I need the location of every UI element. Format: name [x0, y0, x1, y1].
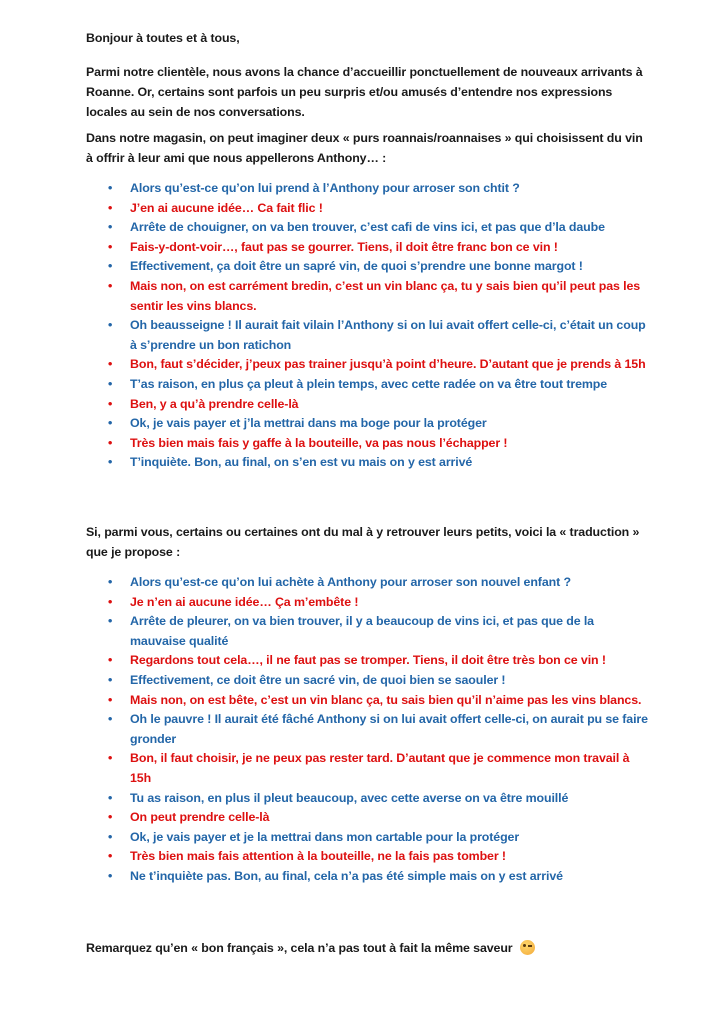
bullet-icon: •: [108, 594, 113, 609]
dialogue-translation-list: [86, 573, 650, 887]
bullet-icon: •: [108, 357, 113, 372]
dialogue-text: J’en ai aucune idée… Ca fait flic !: [130, 200, 323, 215]
dialogue-text: Ben, y a qu’à prendre celle-là: [130, 396, 299, 411]
dialogue-line: [86, 828, 650, 848]
dialogue-line: [86, 375, 650, 395]
dialogue-line: [86, 691, 650, 711]
dialogue-text: Mais non, on est bête, c’est un vin blanc ça, tu sais bien qu’il n’aime pas les vins blancs.: [130, 692, 642, 707]
dialogue-local-list: [86, 179, 650, 473]
bullet-icon: •: [108, 829, 113, 844]
transition-paragraph: Si, parmi vous, certains ou certaines ont du mal à y retrouver leurs petits, voici la « traduction » que je propose :: [86, 525, 640, 559]
dialogue-line: [86, 434, 650, 454]
bullet-icon: •: [108, 396, 113, 411]
dialogue-line: [86, 710, 650, 749]
dialogue-line: [86, 277, 650, 316]
dialogue-line: [86, 612, 650, 651]
bullet-icon: •: [108, 868, 113, 883]
dialogue-text: Effectivement, ce doit être un sacré vin, de quoi bien se saouler !: [130, 672, 506, 687]
dialogue-line: [86, 179, 650, 199]
dialogue-text: Arrête de chouigner, on va ben trouver, c’est cafi de vins ici, et pas que d’la daube: [130, 220, 605, 235]
bullet-icon: •: [108, 259, 113, 274]
closing-text: Remarquez qu’en « bon français », cela n’a pas tout à fait la même saveur: [86, 941, 513, 955]
bullet-icon: •: [108, 220, 113, 235]
dialogue-line: [86, 789, 650, 809]
bullet-icon: •: [108, 712, 113, 727]
dialogue-text: Fais-y-dont-voir…, faut pas se gourrer. Tiens, il doit être franc bon ce vin !: [130, 239, 558, 254]
bullet-icon: •: [108, 692, 113, 707]
dialogue-line: [86, 651, 650, 671]
dialogue-text: T’inquiète. Bon, au final, on s’en est vu mais on y est arrivé: [130, 455, 473, 470]
bullet-icon: •: [108, 239, 113, 254]
dialogue-text: Alors qu’est-ce qu’on lui prend à l’Anthony pour arroser son chtit ?: [130, 181, 520, 195]
dialogue-text: Bon, il faut choisir, je ne peux pas rester tard. D’autant que je commence mon travail à 15h: [130, 751, 630, 785]
bullet-icon: •: [108, 575, 113, 589]
dialogue-text: Arrête de pleurer, on va bien trouver, il y a beaucoup de vins ici, et pas que de la mauvaise qualité: [130, 614, 594, 648]
bullet-icon: •: [108, 849, 113, 864]
scenario-paragraph: Dans notre magasin, on peut imaginer deux « purs roannais/roannaises » qui choisissent du vin à offrir à leur ami que nous appellerons Anthony… :: [86, 131, 643, 165]
bullet-icon: •: [108, 751, 113, 766]
dialogue-line: [86, 847, 650, 867]
bullet-icon: •: [108, 376, 113, 391]
dialogue-text: Très bien mais fais attention à la bouteille, ne la fais pas tomber !: [130, 849, 506, 864]
dialogue-text: Alors qu’est-ce qu’on lui achète à Anthony pour arroser son nouvel enfant ?: [130, 575, 571, 589]
dialogue-text: Ne t’inquiète pas. Bon, au final, cela n’a pas été simple mais on y est arrivé: [130, 868, 563, 883]
dialogue-text: Oh beausseigne ! Il aurait fait vilain l’Anthony si on lui avait offert celle-ci, c’était un coup à s’prendre un bon ratichon: [130, 318, 646, 352]
dialogue-text: T’as raison, en plus ça pleut à plein temps, avec cette radée on va être tout trempe: [130, 376, 608, 391]
dialogue-text: Très bien mais fais y gaffe à la bouteille, va pas nous l’échapper !: [130, 435, 508, 450]
bullet-icon: •: [108, 790, 113, 805]
dialogue-line: [86, 316, 650, 355]
dialogue-line: [86, 453, 650, 473]
dialogue-text: Je n’en ai aucune idée… Ça m’embête !: [130, 594, 359, 609]
dialogue-text: On peut prendre celle-là: [130, 810, 270, 825]
dialogue-line: [86, 238, 650, 258]
winking-face-icon: [520, 940, 535, 955]
dialogue-line: [86, 671, 650, 691]
bullet-icon: •: [108, 318, 113, 333]
dialogue-text: Ok, je vais payer et j’la mettrai dans ma boge pour la protéger: [130, 416, 487, 431]
dialogue-text: Oh le pauvre ! Il aurait été fâché Anthony si on lui avait offert celle-ci, on aurait pu se faire gronder: [130, 712, 648, 746]
dialogue-text: Effectivement, ça doit être un sapré vin, de quoi s’prendre une bonne margot !: [130, 259, 583, 274]
dialogue-text: Bon, faut s’décider, j’peux pas trainer jusqu’à point d’heure. D’autant que je prends à 15h: [130, 357, 646, 372]
closing-paragraph: [86, 938, 646, 958]
intro-paragraph: Parmi notre clientèle, nous avons la chance d’accueillir ponctuellement de nouveaux arrivants à Roanne. Or, certains sont parfois un peu surpris et/ou amusés d’entendre nos expressions locales au sein de nos conversations.: [86, 65, 643, 119]
dialogue-line: [86, 257, 650, 277]
dialogue-line: [86, 199, 650, 219]
dialogue-line: [86, 749, 650, 788]
dialogue-line: [86, 414, 650, 434]
dialogue-line: [86, 573, 650, 593]
bullet-icon: •: [108, 614, 113, 629]
dialogue-text: Mais non, on est carrément bredin, c’est un vin blanc ça, tu y sais bien qu’il peut pas les sentir les vins blancs.: [130, 278, 641, 313]
dialogue-line: [86, 867, 650, 887]
dialogue-text: Tu as raison, en plus il pleut beaucoup, avec cette averse on va être mouillé: [130, 790, 569, 805]
bullet-icon: •: [108, 810, 113, 825]
bullet-icon: •: [108, 200, 113, 215]
bullet-icon: •: [108, 435, 113, 450]
bullet-icon: •: [108, 278, 113, 293]
dialogue-line: [86, 808, 650, 828]
dialogue-text: Ok, je vais payer et je la mettrai dans mon cartable pour la protéger: [130, 829, 520, 844]
dialogue-line: [86, 593, 650, 613]
bullet-icon: •: [108, 672, 113, 687]
greeting: Bonjour à toutes et à tous,: [86, 31, 240, 45]
dialogue-line: [86, 395, 650, 415]
bullet-icon: •: [108, 416, 113, 431]
dialogue-text: Regardons tout cela…, il ne faut pas se tromper. Tiens, il doit être très bon ce vin !: [130, 653, 606, 668]
bullet-icon: •: [108, 653, 113, 668]
dialogue-line: [86, 355, 650, 375]
dialogue-line: [86, 218, 650, 238]
bullet-icon: •: [108, 455, 113, 470]
bullet-icon: •: [108, 181, 113, 195]
